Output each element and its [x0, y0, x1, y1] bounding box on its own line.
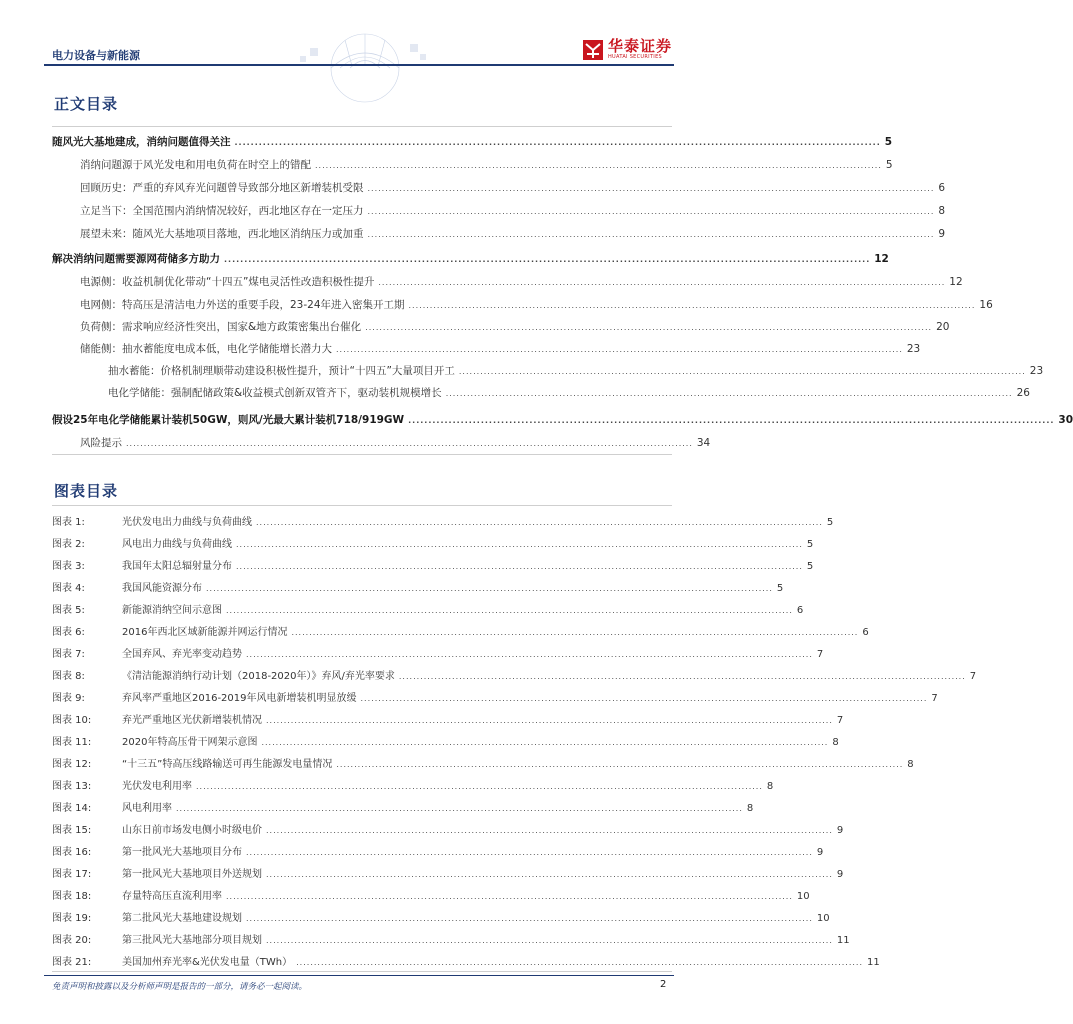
toc-entry[interactable]: 展望未来：随风光大基地项目落地，西北地区消纳压力或加重 ................................................................................................................................................................ 9 — [80, 228, 946, 240]
footer-divider — [44, 975, 674, 976]
figure-entry[interactable]: 图表 7: 全国弃风、弃光率变动趋势 ................................................................................................................................................................ 7 — [52, 649, 824, 660]
figure-entry[interactable]: 图表 4: 我国风能资源分布 ................................................................................................................................................................ 5 — [52, 583, 784, 594]
figure-entry[interactable]: 图表 9: 弃风率严重地区2016-2019年风电新增装机明显放缓 ................................................................................................................................................................ 7 — [52, 693, 938, 704]
figure-entry[interactable]: 图表 11: 2020年特高压骨干网架示意图 ................................................................................................................................................................ 8 — [52, 737, 839, 748]
figure-entry[interactable]: 图表 21: 美国加州弃光率&光伏发电量（TWh） ................................................................................................................................................................ 11 — [52, 957, 880, 968]
toc-entry[interactable]: 负荷侧：需求响应经济性突出，国家&地方政策密集出台催化 ................................................................................................................................................................ 20 — [80, 321, 950, 333]
figure-list-title: 图表目录 — [54, 482, 119, 500]
huatai-logo — [582, 38, 672, 61]
figure-entry[interactable]: 图表 20: 第三批风光大基地部分项目规划 ................................................................................................................................................................ 11 — [52, 935, 850, 946]
toc-box — [52, 126, 1073, 455]
figure-entry[interactable]: 图表 3: 我国年太阳总辐射量分布 ................................................................................................................................................................ 5 — [52, 561, 814, 572]
figure-entry[interactable]: 图表 5: 新能源消纳空间示意图 ................................................................................................................................................................ 6 — [52, 605, 804, 616]
figure-entry[interactable]: 图表 14: 风电利用率 ................................................................................................................................................................ 8 — [52, 803, 754, 814]
toc-entry[interactable]: 消纳问题源于风光发电和用电负荷在时空上的错配 ................................................................................................................................................................ 5 — [80, 159, 893, 171]
toc-title: 正文目录 — [54, 95, 119, 113]
figure-entry[interactable]: 图表 12: “十三五”特高压线路输送可再生能源发电量情况 ................................................................................................................................................................ 8 — [52, 759, 914, 770]
toc-entry[interactable]: 回顾历史：严重的弃风弃光问题曾导致部分地区新增装机受限 ................................................................................................................................................................ 6 — [80, 182, 946, 194]
figure-entry[interactable]: 图表 2: 风电出力曲线与负荷曲线 ................................................................................................................................................................ 5 — [52, 539, 814, 550]
figure-entry[interactable]: 图表 18: 存量特高压直流利用率 ................................................................................................................................................................ 10 — [52, 891, 810, 902]
logo-chinese-name: 华泰证券 — [608, 37, 673, 55]
toc-entry[interactable]: 电化学储能：强制配储政策&收益模式创新双管齐下，驱动装机规模增长 ................................................................................................................................................................ 26 — [108, 387, 1030, 399]
footer-disclaimer: 免责声明和披露以及分析师声明是报告的一部分，请务必一起阅读。 — [52, 982, 308, 992]
figure-entry[interactable]: 图表 15: 山东日前市场发电侧小时级电价 ................................................................................................................................................................ 9 — [52, 825, 844, 836]
toc-entry[interactable]: 假设25年电化学储能累计装机50GW，则风/光最大累计装机718/919GW ................................................................................................................................................................ 30 — [52, 414, 1073, 426]
header-decoration — [290, 28, 440, 66]
figure-entry[interactable]: 图表 6: 2016年西北区域新能源并网运行情况 ................................................................................................................................................................ 6 — [52, 627, 869, 638]
header-section-title: 电力设备与新能源 — [52, 49, 140, 62]
header-divider — [44, 64, 674, 66]
toc-entry[interactable]: 解决消纳问题需要源网荷储多方助力 ................................................................................................................................................................ 12 — [52, 253, 889, 265]
figure-entry[interactable]: 图表 17: 第一批风光大基地项目外送规划 ................................................................................................................................................................ 9 — [52, 869, 844, 880]
figure-entry[interactable]: 图表 10: 弃光严重地区光伏新增装机情况 ................................................................................................................................................................ 7 — [52, 715, 844, 726]
figure-entry[interactable]: 图表 19: 第二批风光大基地建设规划 ................................................................................................................................................................ 10 — [52, 913, 830, 924]
figure-entry[interactable]: 图表 8: 《清洁能源消纳行动计划（2018-2020年）》弃风/弃光率要求 ................................................................................................................................................................ 7 — [52, 671, 977, 682]
toc-entry[interactable]: 储能侧：抽水蓄能度电成本低，电化学储能增长潜力大 ................................................................................................................................................................ 23 — [80, 343, 921, 355]
logo-english-name: HUATAI SECURITIES — [608, 54, 662, 60]
toc-entry[interactable]: 抽水蓄能：价格机制理顺带动建设积极性提升，预计“十四五”大量项目开工 ................................................................................................................................................................ 23 — [108, 365, 1044, 377]
huatai-logo-icon — [582, 39, 604, 61]
toc-entry[interactable]: 风险提示 ................................................................................................................................................................ 34 — [80, 437, 711, 449]
figure-entry[interactable]: 图表 1: 光伏发电出力曲线与负荷曲线 ................................................................................................................................................................ 5 — [52, 517, 834, 528]
figure-entry[interactable]: 图表 16: 第一批风光大基地项目分布 ................................................................................................................................................................ 9 — [52, 847, 824, 858]
toc-entry[interactable]: 随风光大基地建成，消纳问题值得关注 ................................................................................................................................................................ 5 — [52, 136, 893, 148]
toc-entry[interactable]: 电网侧：特高压是清洁电力外送的重要手段，23-24年进入密集开工期 ................................................................................................................................................................ 16 — [80, 299, 993, 311]
toc-entry[interactable]: 电源侧：收益机制优化带动“十四五”煤电灵活性改造积极性提升 ................................................................................................................................................................ 12 — [80, 276, 963, 288]
toc-entry[interactable]: 立足当下：全国范围内消纳情况较好，西北地区存在一定压力 ................................................................................................................................................................ 8 — [80, 205, 946, 217]
page-number: 2 — [660, 979, 667, 990]
figure-entry[interactable]: 图表 13: 光伏发电利用率 ................................................................................................................................................................ 8 — [52, 781, 774, 792]
